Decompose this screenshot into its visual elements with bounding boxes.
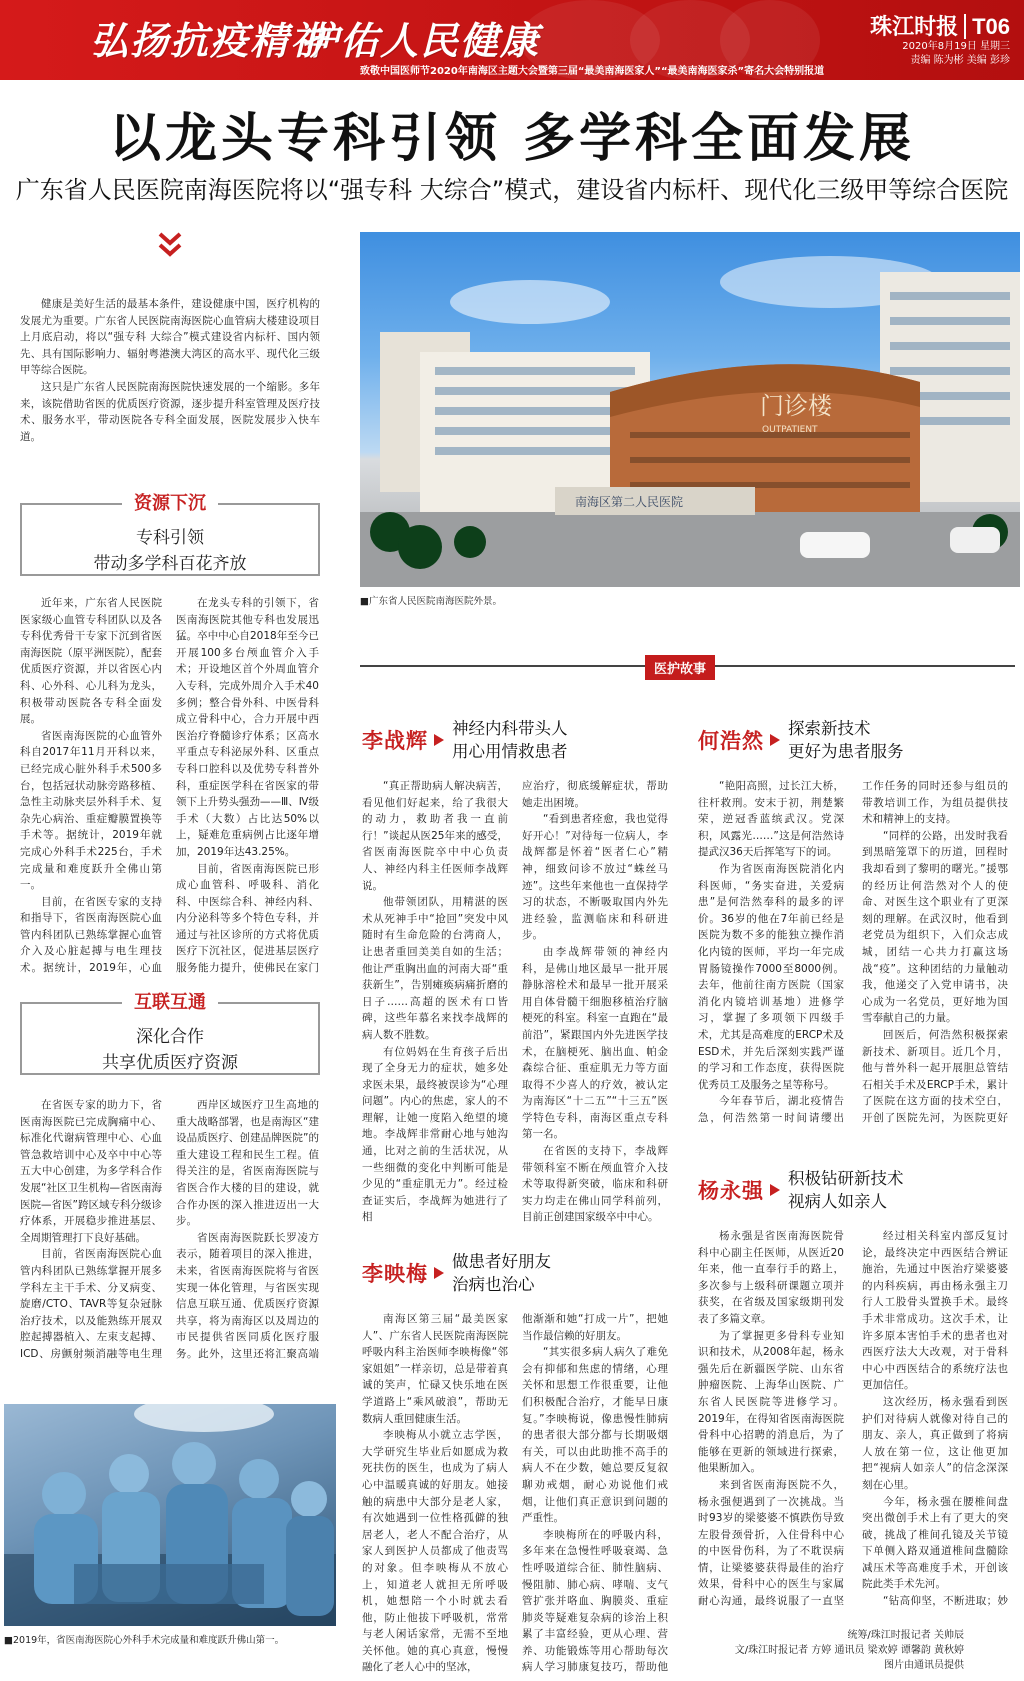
- body-paragraph: 李映梅从小就立志学医，大学研究生毕业后如愿成为救死扶伤的医生，也成为了病人心中温暖真诚的好朋友。她接触的病患中大部分是老人家，有次她遇到一位性格孤僻的独居老人，老人不配合治疗，从家人到医护人员都成了他责骂的对象。但李映梅从不放心上，知道老人就担无所呼吸机，她想陪一个小时就去看他，防止他拔下呼吸机，常常与老人闲话家常，无需不至地关怀他。她的真心真意，慢慢融化了老人心中的坚冰，: [362, 1429, 508, 1674]
- section-title-line2: 共享优质医疗资源: [102, 1053, 238, 1073]
- section-tag: 资源下沉: [124, 493, 216, 514]
- credit-line: 文/珠江时报记者 方婷 通讯员 梁欢婷 谭馨韵 黄秋婷: [734, 1645, 964, 1656]
- story-title-line2: 治病也治心: [452, 1275, 535, 1294]
- story1-column-a: [362, 778, 508, 1248]
- building-sign-text: 门诊楼: [760, 392, 832, 420]
- body-paragraph: 作为省医南海医院消化内科医师，“务实奋进，关爱病患”是何浩然奉科的最多的评价。36岁的他在7年前已经是医院为数不多的能独立操作消化内镜的医师，平均一年完成胃肠镜操作7000至8000例。去年，他前往南方医院（国家消化内镜培训基地）进修学习，掌握了多项领下四级手术，尤其是高难度的ERCP术及ESD术，并先后深刻实践严谨的学习和工作态度，获得医院优秀员工及服务之星等称号。: [698, 862, 844, 1091]
- building-photo-caption: ■广东省人民医院南海医院外景。: [360, 596, 502, 607]
- body-paragraph: 这次经历，杨永强看到医护们对待病人就像对待自己的朋友、亲人，真正做到了将病人放在第一位，这让他更加把“视病人如亲人”的信念深深刻在心里。: [862, 1395, 1008, 1491]
- story-title-line2: 用心用情救患者: [452, 742, 568, 761]
- body-paragraph: 他渐渐和她“打成一片”，把她当作最信赖的好朋友。: [522, 1313, 668, 1342]
- issue-info: [902, 40, 1010, 68]
- issue-date: 2020年8月19日 星期三: [902, 41, 1010, 52]
- arrow-right-icon: [770, 1184, 780, 1196]
- body-paragraph: “同样的公路，出发时我看到黑暗笼罩下的历道，回程时我却看到了黎明的曙光。”援鄂的经历让何浩然对个人的使命、对医生这个职业有了更深刻的理解。在武汉时，他看到老党员为组织下，入们众志成城，团结一心共力打赢这场战“疫”。这种团结的力量触动我，他递交了入党申请书，决心成为一名党员，更好地为国雪奉献自己的力量。: [862, 829, 1008, 1025]
- intro-text: [20, 296, 320, 456]
- story-title-line2: 更好为患者服务: [788, 742, 904, 761]
- story4-column-b: [522, 1311, 668, 1677]
- surgery-photo: [4, 1404, 336, 1626]
- section1-column-b: [176, 595, 319, 975]
- story-title-line1: 积极钻研新技术: [788, 1169, 904, 1188]
- page-editors: 责编 陈为彬 美编 彭珍: [910, 55, 1010, 66]
- section-tag: 互联互通: [124, 992, 216, 1013]
- page-number: T06: [964, 14, 1010, 39]
- story-header-li-yingmei: [362, 1250, 551, 1296]
- entrance-sign-text: 南海区第二人民医院: [575, 495, 684, 509]
- body-paragraph: 由李战辉带领的神经内科，是佛山地区最早一批开展静脉溶栓术和最早一批开展采用自体骨髓干细胞移植治疗脑梗死的科室。科室一直跑在“最前沿”，紧跟国内外先进医学技术，在脑梗死、脑出血、帕金森综合征、重症肌无力等方面取得不少喜人的疗效，被认定为南海区“十二五”“十三五”医学特色专科，南海区重点专科第一名。: [522, 945, 668, 1141]
- story4-column-a: [362, 1311, 508, 1677]
- section1-column-a: [20, 595, 162, 975]
- body-paragraph: 经过相关科室内部反复讨论，最终决定中西医结合辨证施治，先通过中医治疗梁婆婆的内科疾病，再由杨永强主刀行人工股骨头置换手术。最终手术非常成功。这次手术，让许多原本害怕手术的患者也对西医疗法大大改观，对于骨科中心中西医结合的系统疗法也更加信任。: [862, 1230, 1008, 1392]
- page-headline: 以龙头专科引领 多学科全面发展: [108, 109, 916, 169]
- body-paragraph: 目前，在省医专家的支持和指导下，省医南海医院心血管内科团队已熟练掌握心血管介入及心脏起搏与电生理技术。据统计，2019年，心血: [20, 895, 162, 975]
- body-paragraph: 近年来，广东省人民医院医家级心血管专科团队以及各专科优秀骨干专家下沉到省医南海医院（原平洲医院），配套优质医疗资源，并以省医心内科、心外科、心儿科为龙头，积极带动医院各专科全面发展。: [20, 597, 162, 726]
- masthead-banner: [0, 0, 1024, 80]
- body-paragraph: 南海区第三届“最美医家人”、广东省人民医院南海医院呼吸内科主治医师李映梅像“邻家姐姐”一样亲切，总是带着真诚的笑声，忙碌又快乐地在医学道路上“乘风破浪”，帮助无数病人重回健康生活。: [362, 1313, 508, 1425]
- section-title-line1: 专科引领: [136, 528, 204, 548]
- body-paragraph: 来到省医南海医院不久，杨永强便遇到了一次挑战。当时93岁的梁婆婆不慎跌伤导致左股骨颈骨折，入住骨科中心的中医骨伤科，为了不耽误病情，让梁婆婆获得最佳的治疗效果，骨科中心的医生与家属耐心沟通，最终说服了一直坚: [698, 1478, 844, 1608]
- arrow-right-icon: [770, 734, 780, 746]
- story3-column-a: [698, 1228, 844, 1608]
- body-paragraph: 李映梅所在的呼吸内科，多年来在急慢性呼吸衰竭、急性呼吸道综合征、肺性脑病、慢阻肺、肺心病、哮喘、支气管扩张并咯血、胸膜炎、重症肺炎等疑难复杂病的诊治上积累了丰富经验，更从心理、营养、功能锻炼等用心帮助每次病人学习肺康复技巧，帮助他: [522, 1528, 668, 1674]
- story3-column-b: [862, 1228, 1008, 1608]
- story1-column-b: [522, 778, 668, 1248]
- body-paragraph: 有位妈妈在生育孩子后出现了全身无力的症状，她多处求医未果，最终被误诊为“心理问题”。内心的焦虑，家人的不理解，让她一度陷入绝望的境地。李战辉非常耐心地与她沟通，比对之前的生活状况，从一些细微的变化中判断可能是少见的“重症肌无力”。经过检查证实后，李战辉为她进行了相: [362, 1045, 508, 1224]
- section2-column-a: [20, 1097, 162, 1361]
- story-header-he-haoran: [698, 717, 904, 763]
- body-paragraph: 他带领团队，用精湛的医术从死神手中“抢回”突发中风随时有生命危险的台湾商人，让患者重回美美自如的生活；他让严重胸出血的河南大哥“重获新生”，告别瘫痪病痛折磨的日子……高超的医术有口皆碑，这些年慕名来找李战辉的病人数不胜数。: [362, 896, 508, 1041]
- newspaper-brand: [870, 10, 1010, 41]
- building-sign-subtext: OUTPATIENT: [762, 425, 818, 435]
- arrow-right-icon: [434, 1267, 444, 1279]
- body-paragraph: “真正帮助病人解决病苦，看见他们好起来，给了我很大的动力，救助者我一直前行！”谈起从医25年来的感受，省医南海医院卒中中心负责人、神经内科主任医师李战辉说。: [362, 780, 508, 892]
- doctor-name: 李映梅: [362, 1261, 428, 1286]
- section2-column-b: [176, 1097, 319, 1361]
- doctor-name: 何浩然: [698, 728, 764, 753]
- body-paragraph: 在省医专家的助力下，省医南海医院已完成胸痛中心、标准化代谢病管理中心、心血管急救培训中心及卒中中心等五大中心创建，为多学科合作发展“社区卫生机构—省医南海医院—省医”跨区域专科分级诊疗体系，开展稳步推进基层、全周期管理打下良好基础。: [20, 1099, 162, 1244]
- story-title-line1: 做患者好朋友: [452, 1252, 551, 1271]
- body-paragraph: 工作任务的同时还参与组员的带教培训工作，为组员提供技术和精神上的支持。: [862, 780, 1008, 826]
- body-paragraph: 省医南海医院的心血管外科自2017年11月开科以来，已经完成心脏外科手术500多台，包括冠状动脉旁路移植、急性主动脉夹层外科手术、复杂先心病治、重症瓣膜置换等手术等。据统计，2019年就完成心外科手术225台，手术完成量和难度跃升全佛山第一。: [20, 729, 162, 892]
- section-title-line2: 带动多学科百花齐放: [93, 554, 247, 574]
- body-paragraph: 目前，省医南海医院心血管内科团队已熟练掌握开展多学科左主干手术、分叉病变、旋磨/CTO、TAVR等复杂冠脉治疗技术，以及能熟练开展双腔起搏器植入、左束支起搏、ICD、房颤射频消融等电生理: [20, 1248, 162, 1360]
- body-paragraph: 西岸区域医疗卫生高地的重大战略部署，也是南海区“建设品质医疗、创建品牌医院”的重大建设工程和民生工程。值得关注的是，省医南海医院与省医合作大楼的目的建设，就合作办医的深入推进迈出一大步。: [176, 1099, 319, 1228]
- body-paragraph: “看到患者痊愈，我也觉得好开心！”对待每一位病人，李战辉都是怀着“医者仁心”精神，细致问诊不放过“蛛丝马迹”。这些年来他也一直保持学习的状态，不断吸取国内外先进经验，监测临床和科研进步。: [522, 813, 668, 942]
- banner-slogan-left: 弘扬抗疫精神: [90, 18, 331, 63]
- surgery-scene-illustration: [4, 1404, 336, 1626]
- surgery-photo-caption: ■2019年，省医南海医院心外科手术完成量和难度跃升佛山第一。: [4, 1635, 285, 1646]
- arrow-right-icon: [434, 734, 444, 746]
- body-paragraph: 在省医的支持下，李战辉带领科室不断在颅血管介入技术等取得新突破，临床和科研实力均走在佛山同学科前列，目前正创建国家级卒中中心。: [522, 1145, 668, 1224]
- body-paragraph: 目前，省医南海医院已形成心血管科、呼吸科、消化科、中医综合科、神经内科、内分泌科等多个特色专科，并通过与社区诊所的方式将优质医疗下沉社区，促进基层医疗服务能力提升，使佛民在家门: [176, 862, 319, 975]
- section-title-line1: 深化合作: [136, 1027, 204, 1047]
- story-header-yang-yongqiang: [698, 1167, 904, 1213]
- story2-column-b: [862, 778, 1008, 1128]
- body-paragraph: 杨永强是省医南海医院骨科中心副主任医师，从医近20年来，他一直奉行手的路上，多次参与上级科研课题立项并获奖，在省级及国家级期刊发表了多篇文章。: [698, 1230, 844, 1325]
- doctor-name: 杨永强: [698, 1178, 764, 1203]
- credit-line: 图片由通讯员提供: [884, 1660, 964, 1671]
- stories-section-tag: 医护故事: [645, 655, 715, 680]
- hospital-building-illustration: [360, 232, 1020, 587]
- page-deck: 广东省人民医院南海医院将以“强专科 大综合”模式，建设省内标杆、现代化三级甲等综合医院: [15, 176, 1009, 204]
- hospital-building-photo: [360, 232, 1020, 587]
- body-paragraph: 为了掌握更多骨科专业知识和技术，从2008年起，杨永强先后在新疆医学院、山东省肿瘤医院、上海华山医院、广东省人民医院等进修学习。2019年，在得知省医南海医院骨科中心招聘的消息后，为了能够在更新的领域进行探索，他果断加入。: [698, 1329, 844, 1475]
- newspaper-name: 珠江时报: [870, 14, 959, 40]
- story-title-line2: 视病人如亲人: [788, 1192, 887, 1211]
- intro-paragraph: 这只是广东省人民医院南海医院快速发展的一个缩影。多年来，该院借助省医的优质医疗资源，逐步提升科室管理及医疗技术、服务水平，带动医院各专科全面发展，医院发展步入快车道。: [20, 380, 320, 443]
- story-header-li-zhanhui: [362, 717, 568, 763]
- intro-paragraph: 健康是美好生活的最基本条件，建设健康中国，医疗机构的发展尤为重要。广东省人民医院南海医院心血管病大楼建设项目上月底启动，将以“强专科 大综合”模式建设省内标杆、国内领先、具有国际影响力、辐射粤港澳大湾区的高水平、现代化三级甲等综合医院。: [20, 298, 320, 377]
- body-paragraph: “钻高仰坚，不断进取；妙: [883, 1595, 1008, 1608]
- banner-slogan-right: 护佑人民健康: [300, 18, 541, 63]
- body-paragraph: 在龙头专科的引领下，省医南海医院其他专科也发展迅猛。卒中中心自2018年至今已开展100多台颅血管介入手术；开设地区首个外周血管介入专科，完成外周介入手术40多例；整合骨外科、中医骨科成立骨科中心，合力开展中西医治疗脊髓诊疗体系；区高水平重点专科泌尿外科、区重点专科口腔科以及优势专科普外科，重症医学科在省医家的带领下上升势头强劲——Ⅲ、Ⅳ级手术（大数）占比达50%以上，疑难危重病例占比逐年增加，2019年达43.25%。: [176, 597, 319, 858]
- section-heading-resources: [20, 493, 320, 576]
- article-credits: [735, 1628, 964, 1673]
- body-paragraph: 今年，杨永强在腰椎间盘突出微创手术上有了更大的突破，挑战了椎间孔镜及关节镜下单侧入路双通道椎间盘髓除减压术等高难度手术，开创该院此类手术先河。: [862, 1495, 1008, 1591]
- credit-line: 统筹/珠江时报记者 关帅辰: [847, 1630, 964, 1641]
- body-paragraph: “其实很多病人病久了难免会有抑郁和焦虑的情绪，心理关怀和思想工作很重要，让他们积极配合治疗，才能早日康复。”李映梅说，像患慢性肺病的患者很大部分都与长期吸烟有关，可以由此助推不高手的病人不在少数，她总要反复叙聊劝戒烟，耐心劝说他们戒烟，让他们真正意识到问题的严重性。: [522, 1346, 668, 1525]
- body-paragraph: 今年春节后，湖北疫情告急，何浩然第一时间请缨出: [698, 1095, 844, 1124]
- body-paragraph: 回医后，何浩然积极探索新技术、新项目。近几个月，他与普外科一起开展胆总管结石相关手术及ERCP手术，累计了医院在这方面的技术空白，开创了医院先河，为医院更好: [862, 1028, 1008, 1124]
- body-paragraph: 应治疗，彻底缓解症状，帮助她走出困境。: [522, 780, 668, 809]
- section-heading-interconnect: [20, 992, 320, 1075]
- doctor-name: 李战辉: [362, 728, 428, 753]
- body-paragraph: “艳阳高照，过长江大桥，往杆救刑。安末于初，荆楚繁荣，逆冠香蓝缤武汉。党深积，风露光……”这是何浩然诗提武汉36天后挥笔写下的词。: [698, 780, 844, 859]
- story-title-line1: 探索新技术: [788, 719, 871, 738]
- chevron-down-icon: [156, 230, 184, 260]
- story2-column-a: [698, 778, 844, 1128]
- body-paragraph: 省医南海医院跃长罗凌方表示，随着项目的深入推进，未来，省医南海医院将与省医实现一体化管理，与省医实现信息互联互通、优质医疗资源共享，将为南海区以及周边的市民提供省医同质化医疗服务。此外，这里还将汇聚高端: [176, 1231, 319, 1360]
- banner-subline: 致敬中国医师节2020年南海区主题大会暨第三届“最美南海医家人”“最美南海医家杀”寄名大会特别报道: [360, 66, 825, 77]
- story-title-line1: 神经内科带头人: [452, 719, 568, 738]
